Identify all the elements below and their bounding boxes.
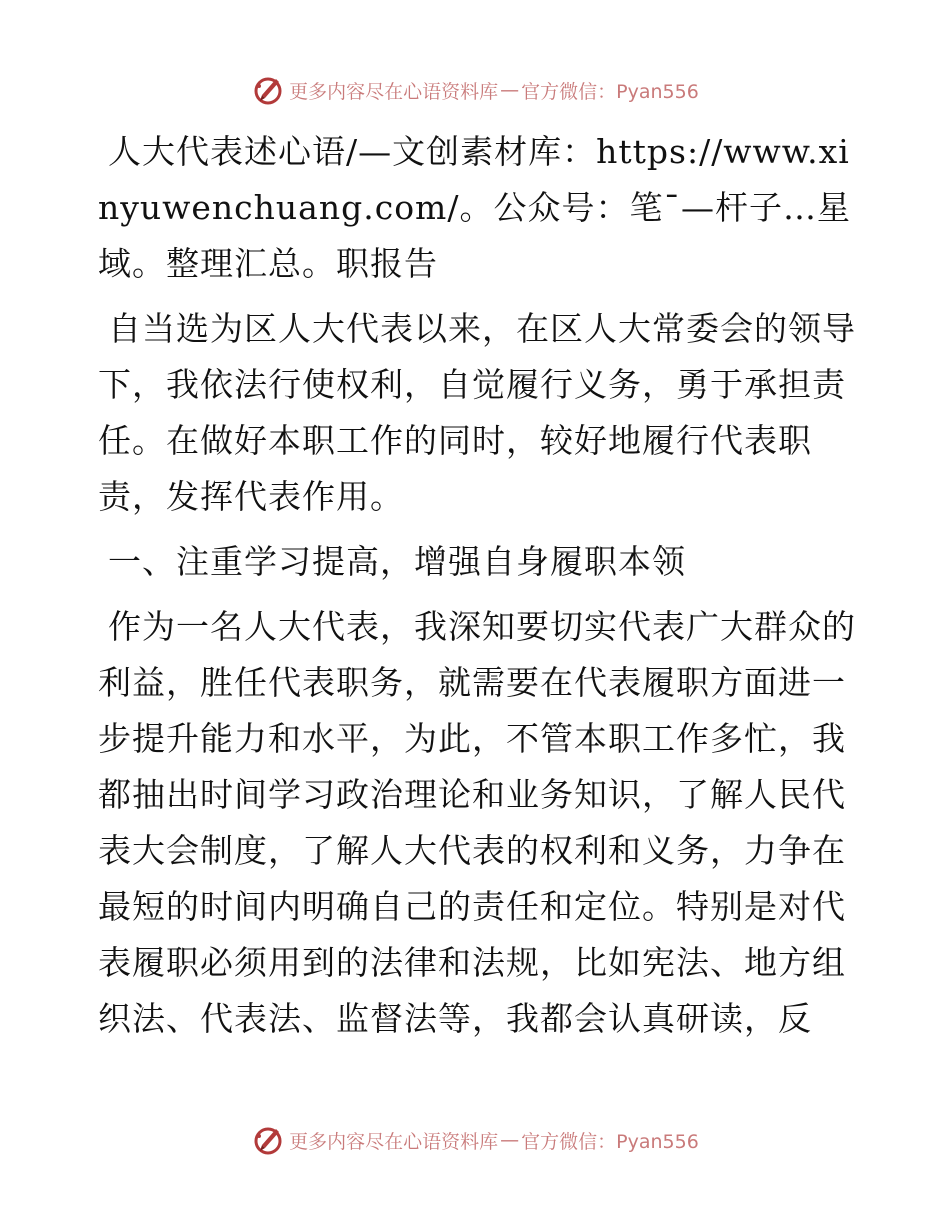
paragraph-study bbox=[98, 599, 858, 1047]
footer-watermark-banner bbox=[0, 1120, 950, 1160]
quill-logo-icon bbox=[251, 1123, 285, 1157]
paragraph-text: 人大代表述心语/—文创素材库：https://www.xinyuwenchuang.com/。公众号：笔¯—杆子…星域。整理汇总。职报告 bbox=[98, 132, 851, 283]
banner-text: 更多内容尽在心语资料库 bbox=[289, 80, 499, 103]
banner-wechat: 官方微信：Pyan556 bbox=[521, 80, 699, 103]
banner-wechat: 官方微信：Pyan556 bbox=[521, 1130, 699, 1153]
section-heading bbox=[98, 534, 858, 590]
paragraph-text: 自当选为区人大代表以来，在区人大常委会的领导下，我依法行使权利，自觉履行义务，勇于承担责任。在做好本职工作的同时，较好地履行代表职责，发挥代表作用。 bbox=[98, 309, 856, 516]
paragraph-title bbox=[98, 124, 858, 292]
section-heading-text: 一、注重学习提高，增强自身履职本领 bbox=[108, 542, 686, 581]
banner-separator: — bbox=[500, 1129, 520, 1151]
header-watermark-banner bbox=[0, 70, 950, 110]
banner-text: 更多内容尽在心语资料库 bbox=[289, 1130, 499, 1153]
quill-logo-icon bbox=[251, 73, 285, 107]
paragraph-intro bbox=[98, 301, 858, 525]
paragraph-text: 作为一名人大代表，我深知要切实代表广大群众的利益，胜任代表职务，就需要在代表履职方面进一步提升能力和水平，为此，不管本职工作多忙，我都抽出时间学习政治理论和业务知识，了解人民代表大会制度，了解人大代表的权利和义务，力争在最短的时间内明确自己的责任和定位。特别是对代表履职必须用到的法律和法规，比如宪法、地方组织法、代表法、监督法等，我都会认真研读，反 bbox=[98, 607, 856, 1038]
document-body bbox=[98, 124, 858, 1047]
banner-separator: — bbox=[500, 79, 520, 101]
